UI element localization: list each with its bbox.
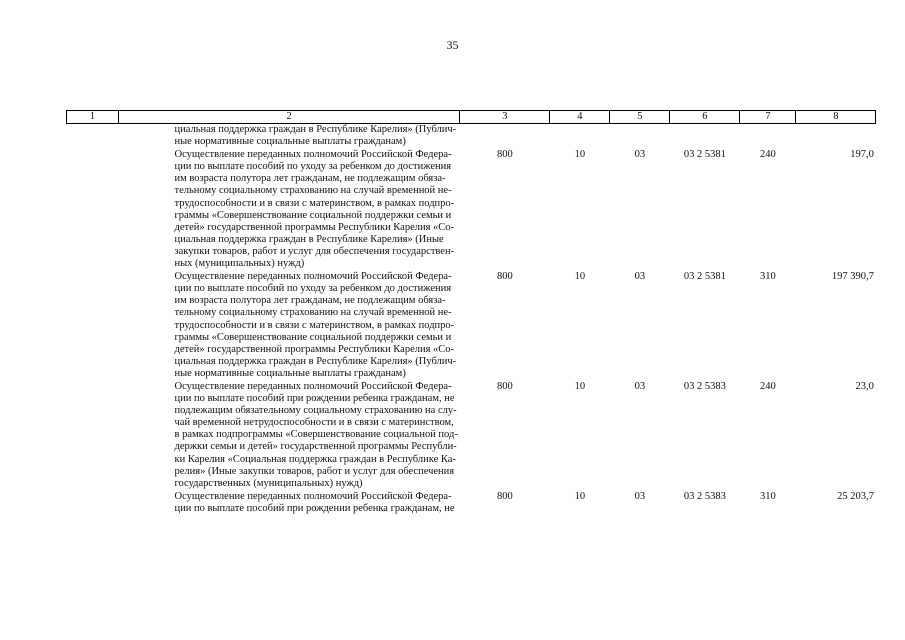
cell-subsection: 03 — [634, 490, 646, 502]
description-line: ции по выплате пособий при рождении ребенка гражданам, не — [174, 393, 455, 405]
cell-target-article: 03 2 5381 — [683, 149, 726, 161]
row-description — [119, 124, 460, 150]
description-line: детей» государственной программы Республики Карелия «Со- — [174, 343, 455, 355]
header-cell: 4 — [550, 111, 610, 124]
description-line: держки семьи и детей» государственной программы Республи- — [174, 441, 457, 453]
budget-table — [66, 110, 876, 516]
description-line: Осуществление переданных полномочий Российской Федера- — [174, 271, 452, 283]
cell-target-article: 03 2 5383 — [683, 380, 726, 392]
description-line: им возраста полутора лет гражданам, не подлежащим обяза- — [174, 173, 446, 185]
cell-section: 10 — [574, 271, 586, 283]
table-header — [67, 111, 876, 124]
table-row — [67, 381, 876, 491]
description-line: тельному социальному страхованию на случай временной не- — [174, 185, 452, 197]
cell-admin-code: 800 — [496, 380, 513, 392]
description-line: Осуществление переданных полномочий Российской Федера- — [174, 490, 452, 502]
cell-section: 10 — [574, 149, 586, 161]
description-line: граммы «Совершенствование социальной поддержки семьи и — [174, 209, 452, 221]
cell-target-article: 03 2 5383 — [683, 490, 726, 502]
table-row — [67, 491, 876, 516]
row-description — [119, 381, 460, 491]
page-number: 35 — [446, 38, 459, 52]
description-line: ки Карелия «Социальная поддержка граждан в Республике Ка- — [174, 453, 456, 465]
header-cell: 7 — [740, 111, 796, 124]
cell-subsection: 03 — [634, 271, 646, 283]
cell-amount: 197 390,7 — [831, 271, 874, 283]
description-line: ции по выплате пособий по уходу за ребенком до достижения — [174, 283, 452, 295]
cell-section: 10 — [574, 380, 586, 392]
description-line: подлежащим обязательному социальному страхованию на слу- — [174, 405, 457, 417]
description-line: трудоспособности и в связи с материнством, в рамках подпро- — [174, 197, 455, 209]
description-line: Осуществление переданных полномочий Российской Федера- — [174, 380, 452, 392]
description-line: им возраста полутора лет гражданам, не подлежащим обяза- — [174, 295, 446, 307]
description-line: циальная поддержка граждан в Республике Карелия» (Иные — [174, 233, 444, 245]
description-line: в рамках подпрограммы «Совершенствование социальной под- — [174, 429, 458, 441]
cell-amount: 197,0 — [850, 149, 874, 161]
description-line: государственных (муниципальных) нужд) — [174, 477, 363, 489]
cell-subsection: 03 — [634, 380, 646, 392]
cell-target-article: 03 2 5381 — [683, 271, 726, 283]
header-cell: 1 — [67, 111, 119, 124]
description-line: ные нормативные социальные выплаты гражданам) — [174, 136, 406, 148]
description-line: циальная поддержка граждан в Республике Карелия» (Публич- — [174, 124, 457, 135]
description-line: релия» (Иные закупки товаров, работ и услуг для обеспечения — [174, 465, 455, 477]
description-line: чай временной нетрудоспособности и в связи с материнством, — [174, 417, 454, 429]
description-line: ции по выплате пособий при рождении ребенка гражданам, не — [174, 502, 455, 514]
cell-expense-type: 310 — [759, 490, 776, 502]
cell-expense-type: 240 — [759, 149, 776, 161]
cell-admin-code: 800 — [496, 149, 513, 161]
header-cell: 8 — [796, 111, 876, 124]
header-cell: 6 — [670, 111, 740, 124]
description-line: ции по выплате пособий по уходу за ребенком до достижения — [174, 161, 452, 173]
row-description — [119, 271, 460, 381]
description-line: граммы «Совершенствование социальной поддержки семьи и — [174, 331, 452, 343]
description-line: закупки товаров, работ и услуг для обеспечения государствен- — [174, 245, 455, 257]
description-line: ные нормативные социальные выплаты гражданам) — [174, 367, 406, 379]
cell-section: 10 — [574, 490, 586, 502]
header-cell: 3 — [460, 111, 550, 124]
description-line: детей» государственной программы Республики Карелия «Со- — [174, 221, 455, 233]
header-cell: 5 — [610, 111, 670, 124]
header-cell: 2 — [119, 111, 460, 124]
description-line: ных (муниципальных) нужд) — [174, 258, 305, 270]
cell-admin-code: 800 — [496, 271, 513, 283]
cell-admin-code: 800 — [496, 490, 513, 502]
cell-expense-type: 310 — [759, 271, 776, 283]
row-description — [119, 491, 460, 516]
cell-expense-type: 240 — [759, 380, 776, 392]
table-row-carryover — [67, 124, 876, 150]
cell-amount: 25 203,7 — [837, 490, 874, 502]
description-line: трудоспособности и в связи с материнством, в рамках подпро- — [174, 319, 455, 331]
description-line: тельному социальному страхованию на случай временной не- — [174, 307, 452, 319]
table-row — [67, 149, 876, 271]
description-line: Осуществление переданных полномочий Российской Федера- — [174, 149, 452, 161]
cell-subsection: 03 — [634, 149, 646, 161]
table-row — [67, 271, 876, 381]
cell-amount: 23,0 — [855, 380, 874, 392]
row-description — [119, 149, 460, 271]
description-line: циальная поддержка граждан в Республике Карелия» (Публич- — [174, 355, 457, 367]
